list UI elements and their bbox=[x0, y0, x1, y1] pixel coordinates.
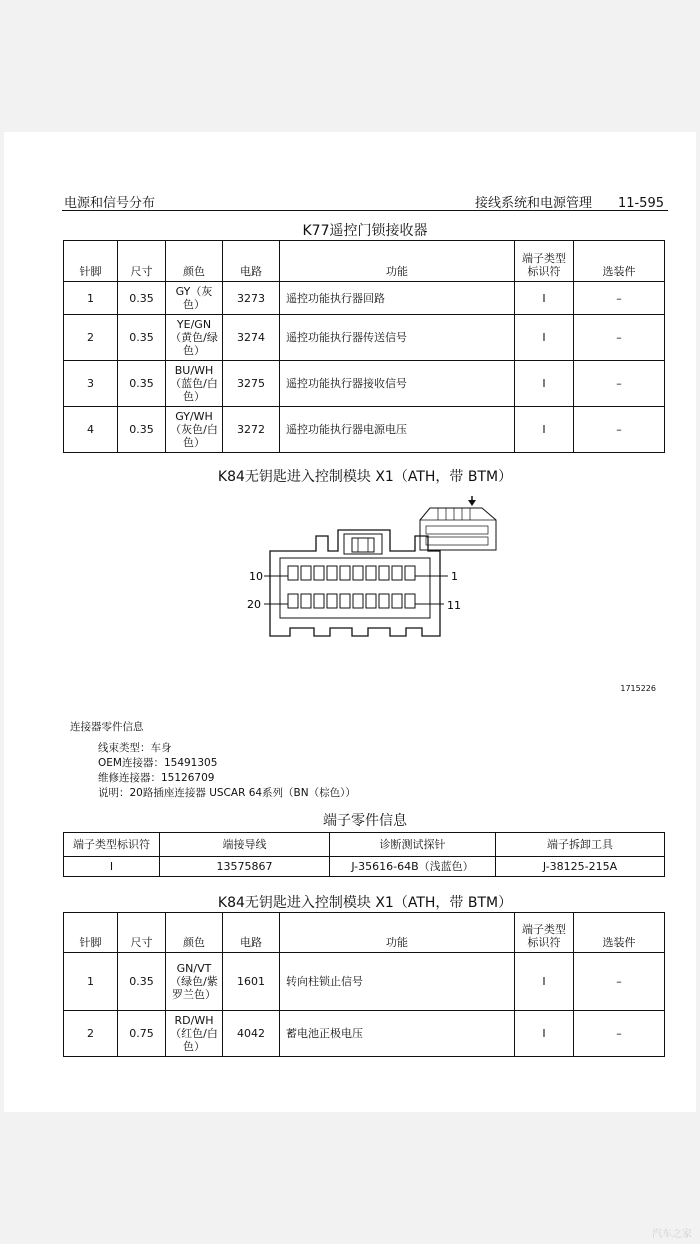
terminal-header-row bbox=[64, 833, 665, 857]
header-section: 接线系统和电源管理 bbox=[474, 196, 592, 211]
col-header-terminal-type: 端子类型标识符 bbox=[515, 241, 574, 282]
cell-circuit: 3273 bbox=[223, 282, 280, 315]
term-header-wire: 端接导线 bbox=[160, 833, 330, 857]
term-cell-tool: J-38125-215A bbox=[496, 857, 665, 877]
cell-circuit: 4042 bbox=[223, 1011, 280, 1057]
pin-cavity bbox=[392, 594, 402, 608]
cell-terminal: I bbox=[515, 315, 574, 361]
pin-cavity bbox=[405, 566, 415, 580]
col-header-option: 选装件 bbox=[574, 913, 665, 953]
connector-parts-info bbox=[70, 720, 356, 801]
table2 bbox=[63, 912, 665, 1057]
cell-option: – bbox=[574, 953, 665, 1011]
col-header-function: 功能 bbox=[280, 241, 515, 282]
pin-cavity bbox=[288, 566, 298, 580]
cell-terminal: I bbox=[515, 282, 574, 315]
col-header-size: 尺寸 bbox=[118, 913, 166, 953]
cell-function: 遥控功能执行器接收信号 bbox=[280, 361, 515, 407]
cell-color: GN/VT（绿色/紫罗兰色） bbox=[166, 953, 223, 1011]
col-header-option: 选装件 bbox=[574, 241, 665, 282]
col-header-circuit: 电路 bbox=[223, 913, 280, 953]
cell-option: – bbox=[574, 282, 665, 315]
header-right bbox=[475, 192, 664, 211]
pin-cavity bbox=[340, 594, 350, 608]
pin-cavities-row2 bbox=[288, 594, 415, 608]
cell-terminal: I bbox=[515, 1011, 574, 1057]
pin-cavity bbox=[379, 594, 389, 608]
pin-cavity bbox=[405, 594, 415, 608]
cell-color: RD/WH（红色/白色） bbox=[166, 1011, 223, 1057]
cell-color: YE/GN（黄色/绿色） bbox=[166, 315, 223, 361]
pin-cavity bbox=[366, 566, 376, 580]
cell-color: GY（灰色） bbox=[166, 282, 223, 315]
cell-terminal: I bbox=[515, 407, 574, 453]
cell-circuit: 1601 bbox=[223, 953, 280, 1011]
pin-cavity bbox=[327, 566, 337, 580]
cell-size: 0.35 bbox=[118, 282, 166, 315]
table-header-row bbox=[64, 913, 665, 953]
cell-pin: 2 bbox=[64, 1011, 118, 1057]
manual-page bbox=[4, 132, 696, 1112]
term-cell-type: I bbox=[64, 857, 160, 877]
cell-size: 0.35 bbox=[118, 361, 166, 407]
connector-info-title: 连接器零件信息 bbox=[70, 721, 144, 733]
table1-title: K77遥控门锁接收器 bbox=[302, 223, 428, 239]
module-title: K84无钥匙进入控制模块 X1（ATH，带 BTM） bbox=[217, 469, 513, 485]
col-header-color: 颜色 bbox=[166, 241, 223, 282]
pin-cavity bbox=[301, 594, 311, 608]
header-left-title: 电源和信号分布 bbox=[64, 196, 156, 211]
cell-circuit: 3274 bbox=[223, 315, 280, 361]
col-header-circuit: 电路 bbox=[223, 241, 280, 282]
table1 bbox=[63, 240, 665, 453]
table-header-row bbox=[64, 241, 665, 282]
pin-label-1: 1 bbox=[451, 570, 458, 583]
cell-color: BU/WH（蓝色/白色） bbox=[166, 361, 223, 407]
cell-function: 遥控功能执行器传送信号 bbox=[280, 315, 515, 361]
cell-function: 蓄电池正极电压 bbox=[280, 1011, 515, 1057]
pin-cavity bbox=[353, 594, 363, 608]
table-row bbox=[64, 407, 665, 453]
latch-tab bbox=[352, 538, 374, 552]
iso-row bbox=[426, 537, 488, 545]
col-header-size: 尺寸 bbox=[118, 241, 166, 282]
table-row bbox=[64, 282, 665, 315]
pin-cavity bbox=[340, 566, 350, 580]
pin-cavity bbox=[366, 594, 376, 608]
connector-diagram bbox=[240, 496, 500, 646]
pin-cavity bbox=[353, 566, 363, 580]
table-row bbox=[64, 953, 665, 1011]
cell-terminal: I bbox=[515, 953, 574, 1011]
cell-size: 0.35 bbox=[118, 315, 166, 361]
table-row bbox=[64, 857, 665, 877]
info-line: 维修连接器：15126709 bbox=[98, 772, 215, 784]
pin-label-11: 11 bbox=[447, 599, 461, 612]
pin-label-10: 10 bbox=[249, 570, 263, 583]
term-header-type: 端子类型标识符 bbox=[64, 833, 160, 857]
pin-cavity bbox=[288, 594, 298, 608]
cell-function: 遥控功能执行器电源电压 bbox=[280, 407, 515, 453]
table2-title: K84无钥匙进入控制模块 X1（ATH，带 BTM） bbox=[217, 895, 513, 911]
terminal-title: 端子零件信息 bbox=[323, 813, 407, 829]
cell-size: 0.35 bbox=[118, 953, 166, 1011]
iso-outline bbox=[420, 508, 496, 550]
cell-circuit: 3275 bbox=[223, 361, 280, 407]
table-row bbox=[64, 1011, 665, 1057]
cell-pin: 2 bbox=[64, 315, 118, 361]
cell-terminal: I bbox=[515, 361, 574, 407]
info-line: OEM连接器：15491305 bbox=[98, 757, 218, 769]
term-cell-wire: 13575867 bbox=[160, 857, 330, 877]
arrow-head-icon bbox=[468, 500, 476, 506]
table-row bbox=[64, 361, 665, 407]
cavity-frame bbox=[280, 558, 430, 618]
col-header-terminal-type: 端子类型标识符 bbox=[515, 913, 574, 953]
figure-number: 1715226 bbox=[620, 684, 656, 693]
connector-body-outline bbox=[270, 530, 440, 636]
col-header-pin: 针脚 bbox=[64, 241, 118, 282]
col-header-function: 功能 bbox=[280, 913, 515, 953]
term-cell-probe: J-35616-64B（浅蓝色） bbox=[330, 857, 496, 877]
watermark: 汽车之家 bbox=[652, 1229, 692, 1240]
pin-cavities-row1 bbox=[288, 566, 415, 580]
table-row bbox=[64, 315, 665, 361]
term-header-probe: 诊断测试探针 bbox=[330, 833, 496, 857]
pin-cavity bbox=[301, 566, 311, 580]
cell-pin: 1 bbox=[64, 282, 118, 315]
cell-circuit: 3272 bbox=[223, 407, 280, 453]
col-header-pin: 针脚 bbox=[64, 913, 118, 953]
cell-pin: 4 bbox=[64, 407, 118, 453]
cell-function: 转向柱锁止信号 bbox=[280, 953, 515, 1011]
cell-color: GY/WH（灰色/白色） bbox=[166, 407, 223, 453]
cell-size: 0.35 bbox=[118, 407, 166, 453]
cell-option: – bbox=[574, 315, 665, 361]
pin-cavity bbox=[314, 566, 324, 580]
cell-option: – bbox=[574, 361, 665, 407]
cell-pin: 1 bbox=[64, 953, 118, 1011]
info-line: 说明：20路插座连接器 USCAR 64系列（BN（棕色）） bbox=[98, 787, 356, 799]
info-line: 线束类型：车身 bbox=[98, 742, 172, 754]
pin-cavity bbox=[379, 566, 389, 580]
cell-size: 0.75 bbox=[118, 1011, 166, 1057]
pin-cavity bbox=[327, 594, 337, 608]
pin-cavity bbox=[314, 594, 324, 608]
pin-label-20: 20 bbox=[247, 598, 261, 611]
latch-housing bbox=[344, 534, 382, 554]
col-header-color: 颜色 bbox=[166, 913, 223, 953]
connector-isometric-view bbox=[420, 496, 496, 550]
term-header-tool: 端子拆卸工具 bbox=[496, 833, 665, 857]
cell-option: – bbox=[574, 1011, 665, 1057]
pin-cavity bbox=[392, 566, 402, 580]
cell-pin: 3 bbox=[64, 361, 118, 407]
header-rule bbox=[62, 210, 668, 211]
header-page-number: 11-595 bbox=[617, 196, 664, 211]
cell-option: – bbox=[574, 407, 665, 453]
cell-function: 遥控功能执行器回路 bbox=[280, 282, 515, 315]
iso-row bbox=[426, 526, 488, 534]
terminal-table bbox=[63, 832, 665, 877]
